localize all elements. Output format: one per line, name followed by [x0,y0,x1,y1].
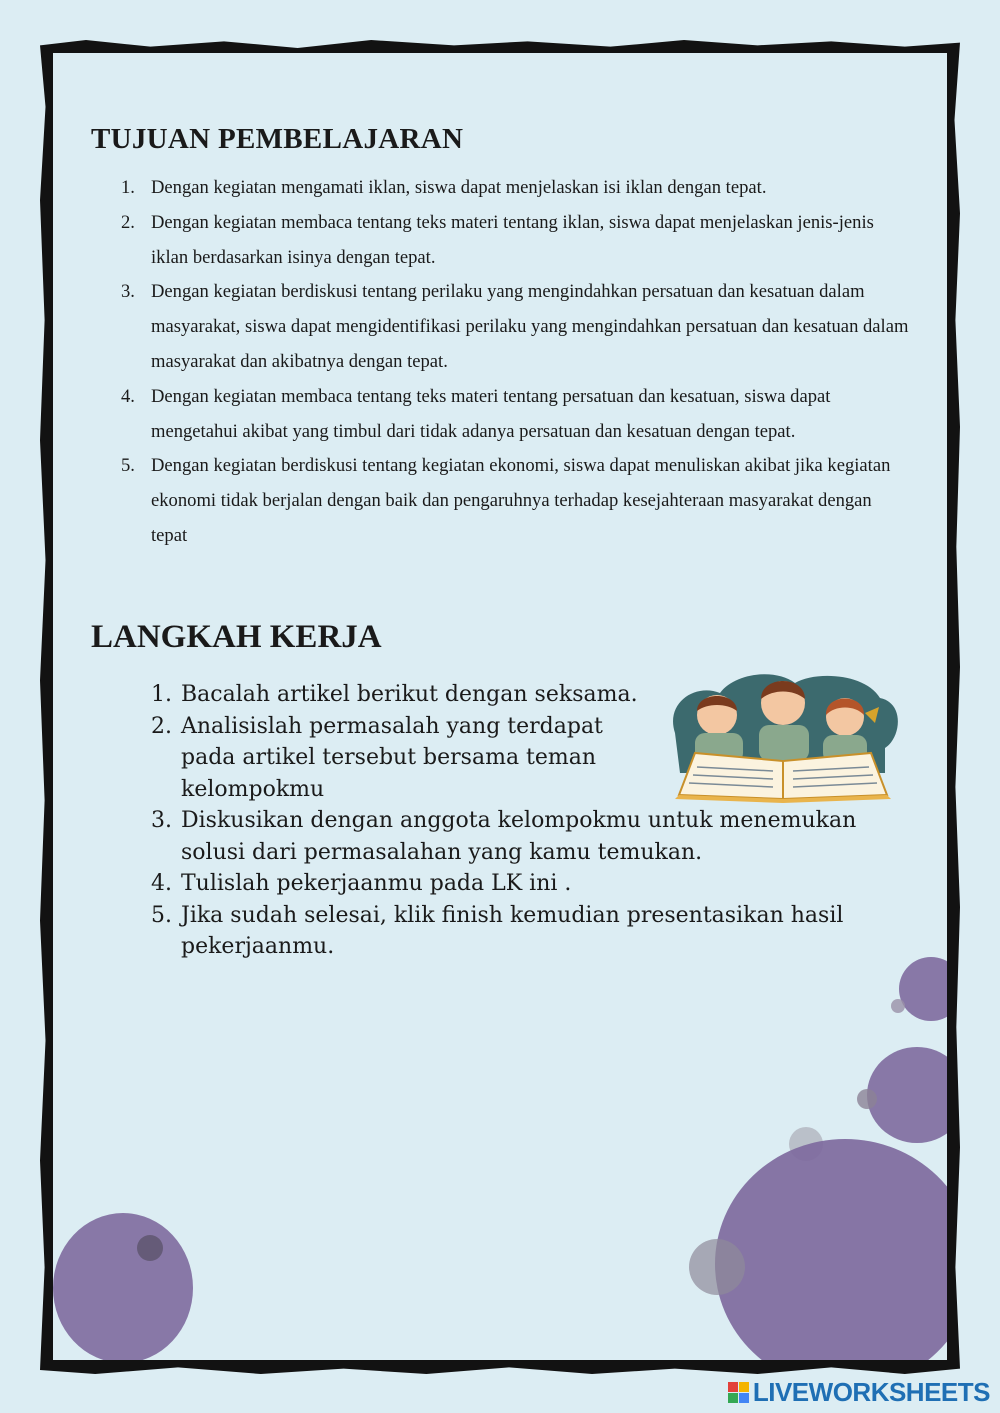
step-item: 5. Jika sudah selesai, klik finish kemudian presentasikan hasil pekerjaanmu. [151,902,844,959]
decorative-bubble [689,1239,745,1295]
step-item: 3. Diskusikan dengan anggota kelompokmu untuk menemukan solusi dari permasalahan yang kamu temukan. [151,808,857,865]
objectives-title: TUJUAN PEMBELAJARAN [91,123,464,155]
objective-item: 5. Dengan kegiatan berdiskusi tentang kegiatan ekonomi, siswa dapat menuliskan akibat jika kegiatan ekonomi tidak berjalan dengan baik dan pengaruhnya terhadap kesejahteraan masyarakat dengan tepat [121,455,891,546]
decorative-bubble [899,957,947,1021]
objective-item: 2. Dengan kegiatan membaca tentang teks materi tentang iklan, siswa dapat menjelaskan jenis-jenis iklan berdasarkan isinya dengan tepat. [121,211,874,268]
worksheet-page [53,53,947,1360]
objective-item: 1. Dengan kegiatan mengamati iklan, siswa dapat menjelaskan isi iklan dengan tepat. [121,177,767,198]
kids-reading-illustration [665,663,901,805]
objectives-list [121,171,911,554]
decorative-bubble [53,1213,193,1360]
liveworksheets-logo [728,1377,990,1407]
watermark-text: LIVEWORKSHEETS [752,1376,990,1407]
decorative-bubble [857,1089,877,1109]
decorative-bubble [867,1047,947,1143]
step-item: 1. Bacalah artikel berikut dengan seksama. [151,682,638,707]
decorative-bubble [137,1235,163,1261]
objective-item: 4. Dengan kegiatan membaca tentang teks materi tentang persatuan dan kesatuan, siswa dapat mengetahui akibat yang timbul dari tidak adanya persatuan dan kesatuan dengan tepat. [121,385,831,442]
step-item: 2. Analisislah permasalah yang terdapat pada artikel tersebut bersama teman kelompokmu [151,713,603,802]
decorative-bubble [891,999,905,1013]
liveworksheets-icon [728,1382,749,1403]
steps-title: LANGKAH KERJA [91,619,382,655]
decorative-bubble [715,1139,947,1360]
step-item: 4. Tulislah pekerjaanmu pada LK ini . [151,871,572,896]
objective-item: 3. Dengan kegiatan berdiskusi tentang perilaku yang mengindahkan persatuan dan kesatuan dalam masyarakat, siswa dapat mengidentifikasi perilaku yang mengindahkan persatuan dan kesatuan dalam masyarakat dan akibatnya dengan tepat. [121,281,909,372]
